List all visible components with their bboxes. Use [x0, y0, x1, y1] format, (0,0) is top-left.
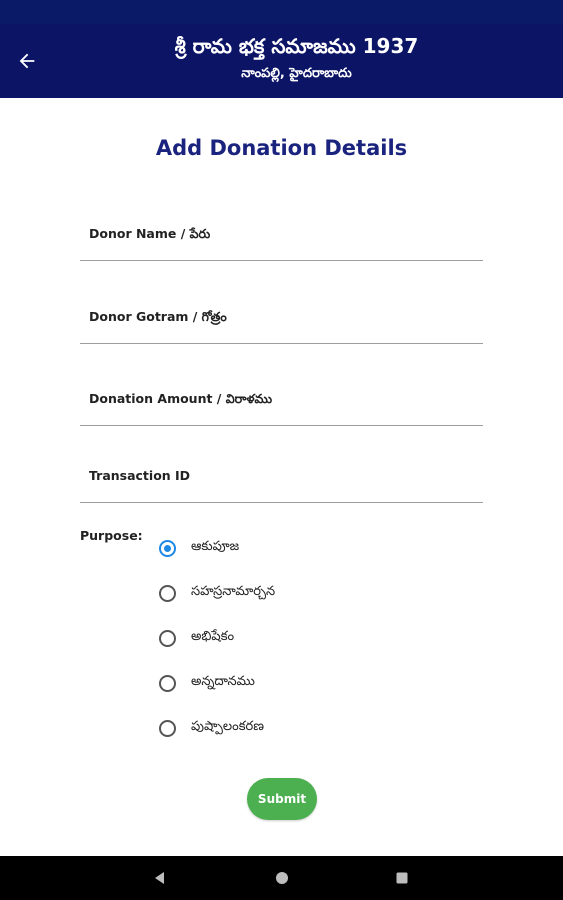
app-title: శ్రీ రామ భక్త సమాజము 1937 [174, 34, 419, 58]
purpose-option-label: అభిషేకం [191, 629, 235, 644]
purpose-option-label: అన్నదానము [191, 674, 255, 689]
app-bar [0, 24, 563, 98]
donation-amount-field[interactable] [80, 387, 483, 426]
app-subtitle: నాంపల్లి, హైదరాబాదు [241, 66, 352, 81]
radio-button-checked[interactable] [159, 540, 176, 557]
purpose-option-sahasranamarchana[interactable] [159, 581, 275, 605]
transaction-id-field[interactable] [80, 464, 483, 503]
status-bar [0, 0, 563, 24]
donor-name-label: Donor Name / పేరు [89, 226, 211, 241]
circle-home-icon [274, 870, 290, 886]
purpose-option-label: పుష్పాలంకరణ [191, 719, 264, 734]
purpose-option-annadanamu[interactable] [159, 671, 255, 695]
purpose-option-label: సహస్రనామార్చన [191, 584, 276, 599]
purpose-option-akupuja[interactable] [159, 536, 239, 560]
square-recents-icon [394, 870, 410, 886]
donation-amount-label: Donation Amount / విరాళము [89, 391, 273, 406]
submit-button[interactable]: Submit [247, 778, 317, 820]
purpose-option-label: ఆకుపూజ [191, 539, 240, 554]
nav-back-button[interactable] [150, 868, 170, 888]
purpose-label: Purpose: [80, 528, 143, 543]
purpose-option-abhishekam[interactable] [159, 626, 234, 650]
donor-gotram-label: Donor Gotram / గోత్రం [89, 309, 227, 324]
donor-name-field[interactable] [80, 222, 483, 261]
radio-button[interactable] [159, 720, 176, 737]
donor-gotram-field[interactable] [80, 305, 483, 344]
radio-button[interactable] [159, 675, 176, 692]
nav-home-button[interactable] [272, 868, 292, 888]
purpose-option-pushpalankarana[interactable] [159, 716, 264, 740]
triangle-back-icon [152, 870, 168, 886]
nav-recents-button[interactable] [392, 868, 412, 888]
form-heading: Add Donation Details [155, 136, 408, 160]
radio-button[interactable] [159, 630, 176, 647]
system-nav-bar [0, 856, 563, 900]
transaction-id-label: Transaction ID [89, 468, 191, 483]
radio-button[interactable] [159, 585, 176, 602]
